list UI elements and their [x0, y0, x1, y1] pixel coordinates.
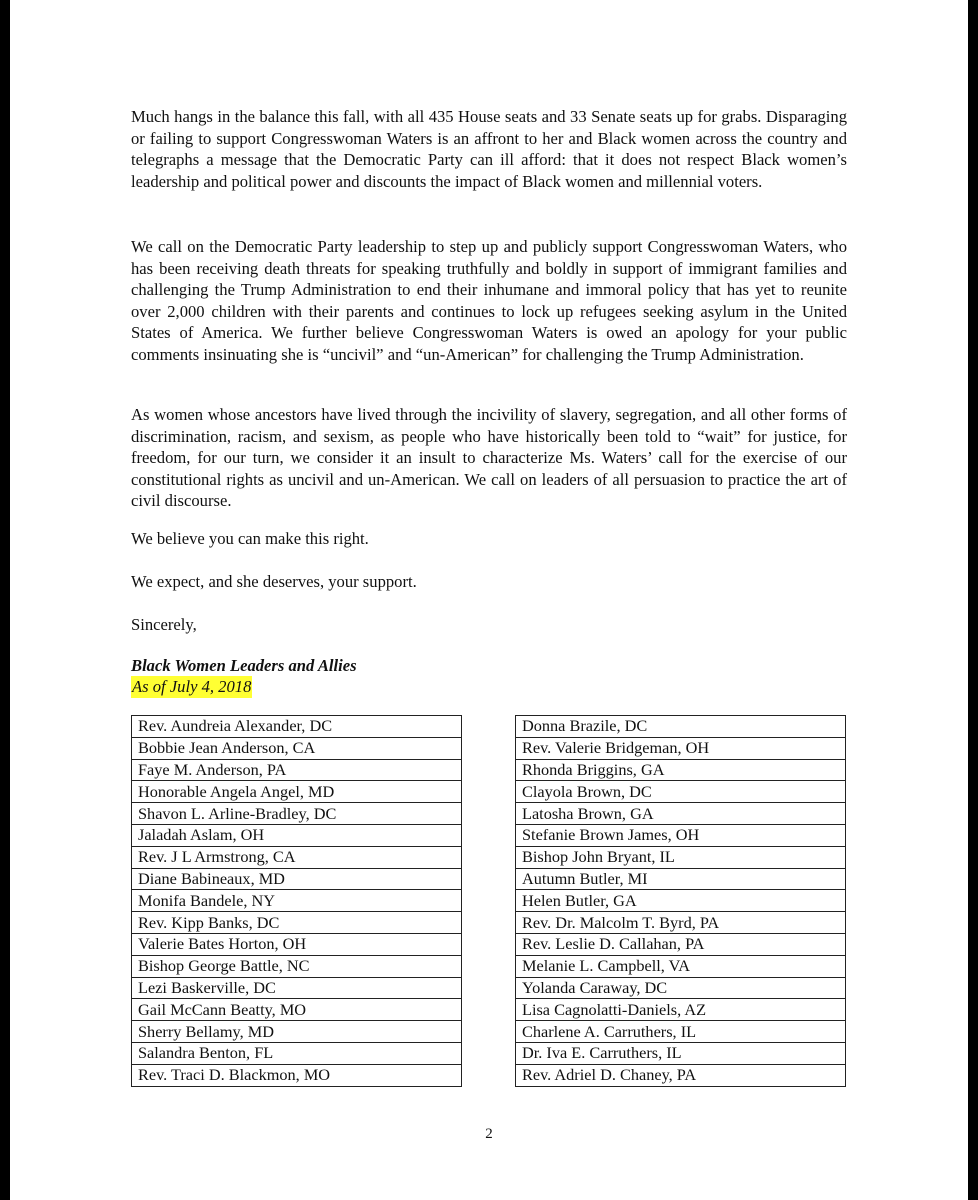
- signatory-row: [516, 955, 846, 977]
- signatory-row: [516, 1021, 846, 1043]
- signatory-name: Latosha Brown, GA: [516, 803, 846, 825]
- document-page: [10, 0, 968, 1200]
- signatory-row: [132, 824, 462, 846]
- signatory-row: [132, 846, 462, 868]
- signatory-row: [132, 759, 462, 781]
- signatory-name: Stefanie Brown James, OH: [516, 824, 846, 846]
- paragraph-support: We expect, and she deserves, your support.: [131, 572, 417, 591]
- signatory-name: Dr. Iva E. Carruthers, IL: [516, 1042, 846, 1064]
- signatory-row: [516, 846, 846, 868]
- signatory-name: Shavon L. Arline-Bradley, DC: [132, 803, 462, 825]
- signatory-row: [516, 977, 846, 999]
- signatory-row: [132, 737, 462, 759]
- signatory-name: Rev. Valerie Bridgeman, OH: [516, 737, 846, 759]
- signatory-name: Salandra Benton, FL: [132, 1042, 462, 1064]
- signatory-row: [132, 890, 462, 912]
- signatory-name: Lisa Cagnolatti-Daniels, AZ: [516, 999, 846, 1021]
- signatory-row: [132, 999, 462, 1021]
- signatory-name: Lezi Baskerville, DC: [132, 977, 462, 999]
- signatory-name: Helen Butler, GA: [516, 890, 846, 912]
- signatory-row: [132, 868, 462, 890]
- signatory-name: Monifa Bandele, NY: [132, 890, 462, 912]
- signatory-name: Yolanda Caraway, DC: [516, 977, 846, 999]
- signatory-name: Diane Babineaux, MD: [132, 868, 462, 890]
- signatory-row: [516, 759, 846, 781]
- signatory-row: [132, 912, 462, 934]
- signatory-name: Autumn Butler, MI: [516, 868, 846, 890]
- signatory-row: [132, 933, 462, 955]
- signature-group-title: Black Women Leaders and Allies: [131, 656, 357, 675]
- paragraph-civil-discourse: As women whose ancestors have lived through the incivility of slavery, segregation, and all other forms of discrimination, racism, and sexism, as people who have historically been told to “wait” for justice, for freedom, for our turn, we consider it an insult to characterize Ms. Waters’ call for the exercise of our constitutional rights as uncivil and un-American. We call on leaders of all persuasion to practice the art of civil discourse.: [131, 405, 847, 511]
- signatory-name: Bobbie Jean Anderson, CA: [132, 737, 462, 759]
- signatory-row: [132, 1021, 462, 1043]
- signatory-row: [516, 1064, 846, 1086]
- signatory-row: [516, 933, 846, 955]
- page-number: 2: [485, 1126, 493, 1142]
- signatory-row: [516, 868, 846, 890]
- signatory-row: [516, 803, 846, 825]
- signatory-row: [132, 955, 462, 977]
- signatory-row: [516, 912, 846, 934]
- signature-date-highlighted: As of July 4, 2018: [132, 677, 252, 696]
- signatory-name: Rev. Traci D. Blackmon, MO: [132, 1064, 462, 1086]
- signatory-name: Bishop John Bryant, IL: [516, 846, 846, 868]
- signatory-name: Rev. Kipp Banks, DC: [132, 912, 462, 934]
- signatory-name: Jaladah Aslam, OH: [132, 824, 462, 846]
- signatory-name: Bishop George Battle, NC: [132, 955, 462, 977]
- signatory-name: Rev. Leslie D. Callahan, PA: [516, 933, 846, 955]
- signatory-name: Faye M. Anderson, PA: [132, 759, 462, 781]
- signatory-name: Gail McCann Beatty, MO: [132, 999, 462, 1021]
- paragraph-stakes: Much hangs in the balance this fall, with all 435 House seats and 33 Senate seats up for grabs. Disparaging or failing to support Congresswoman Waters is an affront to her and Black women across the country and telegraphs a message that the Democratic Party can ill afford: that it does not respect Black women’s leadership and political power and discounts the impact of Black women and millennial voters.: [131, 107, 847, 191]
- closing-sincerely: Sincerely,: [131, 615, 197, 634]
- signatory-row: [516, 781, 846, 803]
- signatory-row: [132, 977, 462, 999]
- signatory-row: [516, 737, 846, 759]
- signatory-name: Melanie L. Campbell, VA: [516, 955, 846, 977]
- signatory-name: Rev. Dr. Malcolm T. Byrd, PA: [516, 912, 846, 934]
- signatories-table-right: [515, 715, 846, 1087]
- signatory-row: [516, 824, 846, 846]
- signatory-name: Charlene A. Carruthers, IL: [516, 1021, 846, 1043]
- signatory-name: Honorable Angela Angel, MD: [132, 781, 462, 803]
- signatory-name: Clayola Brown, DC: [516, 781, 846, 803]
- signatory-row: [132, 781, 462, 803]
- signatory-name: Rev. Aundreia Alexander, DC: [132, 716, 462, 738]
- paragraph-make-right: We believe you can make this right.: [131, 529, 369, 548]
- signatory-row: [132, 1042, 462, 1064]
- signatory-name: Sherry Bellamy, MD: [132, 1021, 462, 1043]
- signatory-name: Rhonda Briggins, GA: [516, 759, 846, 781]
- signatory-name: Donna Brazile, DC: [516, 716, 846, 738]
- paragraph-call-to-support: We call on the Democratic Party leadership to step up and publicly support Congresswoman Waters, who has been receiving death threats for speaking truthfully and boldly in support of immigrant families and challenging the Trump Administration to end their inhumane and immoral policy that has yet to reunite over 2,000 children with their parents and continues to lock up refugees seeking asylum in the United States of America. We further believe Congresswoman Waters is owed an apology for your public comments insinuating she is “uncivil” and “un-American” for challenging the Trump Administration.: [131, 237, 847, 364]
- signatory-name: Rev. Adriel D. Chaney, PA: [516, 1064, 846, 1086]
- signatories-table-left: [131, 715, 462, 1087]
- signatory-name: Valerie Bates Horton, OH: [132, 933, 462, 955]
- signatory-row: [516, 716, 846, 738]
- signatory-row: [516, 999, 846, 1021]
- signatory-row: [516, 890, 846, 912]
- signatory-row: [132, 716, 462, 738]
- signatory-row: [516, 1042, 846, 1064]
- signatory-row: [132, 1064, 462, 1086]
- signatory-row: [132, 803, 462, 825]
- signatory-name: Rev. J L Armstrong, CA: [132, 846, 462, 868]
